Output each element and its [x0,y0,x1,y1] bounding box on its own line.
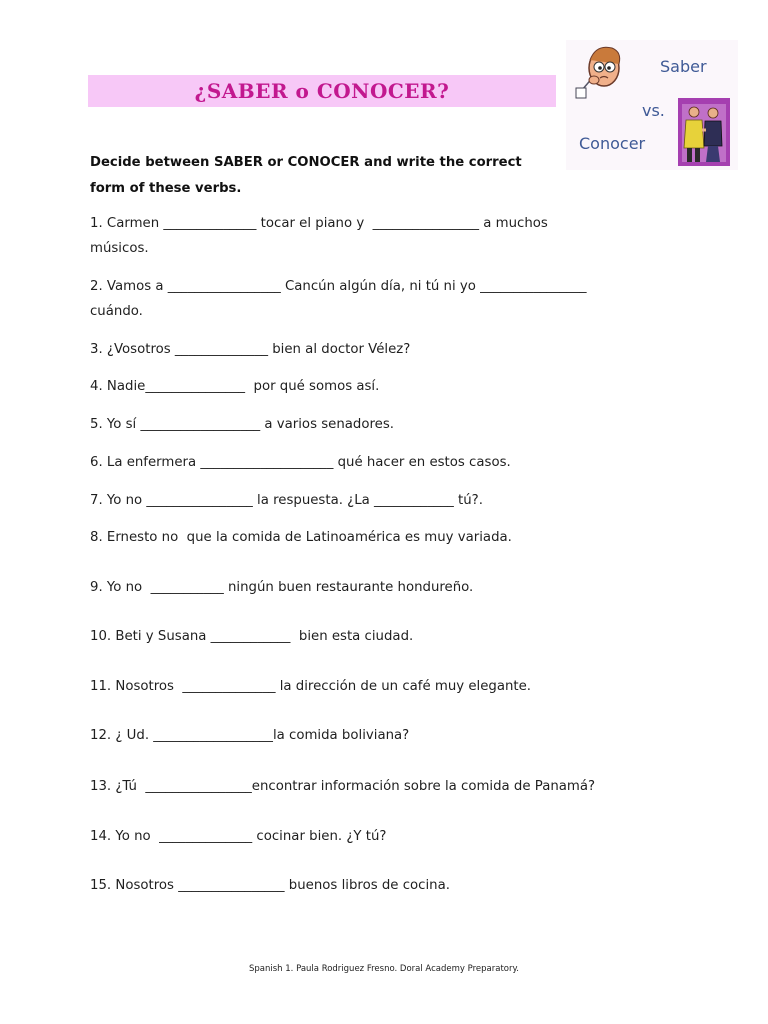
question-8: 8. Ernesto no que la comida de Latinoamérica es muy variada. [90,530,512,545]
question-5: 5. Yo sí __________________ a varios senadores. [90,417,394,432]
question-1: 1. Carmen ______________ tocar el piano y ________________ a muchos músicos. [90,216,548,256]
clipart-label-vs: vs. [642,101,665,120]
question-14: 14. Yo no ______________ cocinar bien. ¿Y tú? [90,829,387,844]
instructions: Decide between SABER or CONOCER and write the correct form of these verbs. [90,155,522,196]
title-banner [88,75,556,107]
question-13: 13. ¿Tú ________________encontrar información sobre la comida de Panamá? [90,779,596,794]
question-4: 4. Nadie_______________ por qué somos así. [90,379,380,394]
question-11: 11. Nosotros ______________ la dirección de un café muy elegante. [90,679,532,694]
question-2: 2. Vamos a _________________ Cancún algún día, ni tú ni yo ________________ cuándo. [90,279,587,319]
business-people-icon [678,98,730,166]
question-10: 10. Beti y Susana ____________ bien esta ciudad. [90,629,414,644]
question-12: 12. ¿ Ud. __________________la comida boliviana? [90,728,410,743]
footer-credit: Spanish 1. Paula Rodriguez Fresno. Doral Academy Preparatory. [249,964,519,974]
page-title: ¿SABER o CONOCER? [194,79,450,103]
question-6: 6. La enfermera ____________________ qué hacer en estos casos. [90,455,511,470]
question-7: 7. Yo no ________________ la respuesta. ¿La ____________ tú?. [90,493,483,508]
question-9: 9. Yo no ___________ ningún buen restaurante hondureño. [90,580,474,595]
clipart-label-conocer: Conocer [579,134,646,153]
thinking-man-icon [572,42,636,100]
question-3: 3. ¿Vosotros ______________ bien al doctor Vélez? [90,342,411,357]
clipart-label-saber: Saber [660,57,707,76]
question-15: 15. Nosotros ________________ buenos libros de cocina. [90,878,450,893]
